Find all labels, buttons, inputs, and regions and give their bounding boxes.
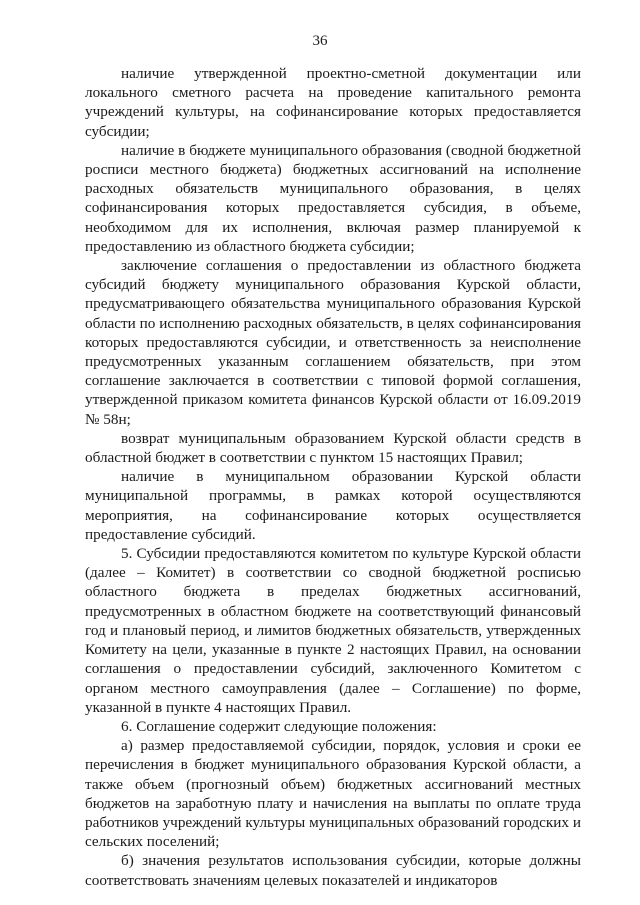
paragraph-item-6-agreement: 6. Соглашение содержит следующие положения:	[121, 717, 437, 735]
paragraph-municipal-program: наличие в муниципальном образовании Курской области муниципальной программы, в рамках которой осуществляются мероприятия, на софинансирование которых осуществляется предоставление субсидий.	[85, 468, 581, 543]
document-body	[85, 64, 581, 890]
paragraph-item-5-subsidies: 5. Субсидии предоставляются комитетом по культуре Курской области (далее – Комитет) в соответствии со сводной бюджетной росписью областного бюджета в пределах бюджетных ассигнований, предусмотренных в областном бюджете на соответствующий финансовый год и плановый период, и лимитов бюджетных обязательств, утвержденных Комитету на цели, указанные в пункте 2 настоящих Правил, на основании соглашения о предоставлении субсидий, заключенного Комитетом с органом местного самоуправления (далее – Соглашение) по форме, указанной в пункте 4 настоящих Правил.	[85, 545, 581, 716]
paragraph-item-6b: б) значения результатов использования субсидии, которые должны соответствовать значениям целевых показателей и индикаторов	[85, 852, 581, 889]
paragraph-refund-obligation: возврат муниципальным образованием Курской области средств в областной бюджет в соответствии с пунктом 15 настоящих Правил;	[85, 429, 581, 467]
paragraph-item-6a: а) размер предоставляемой субсидии, порядок, условия и сроки ее перечисления в бюджет муниципального образования Курской области, а также объем (прогнозный объем) бюджетных ассигнований местных бюджетов на заработную плату и начисления на выплаты по оплате труда работников учреждений культуры муниципальных образований городских и сельских поселений;	[85, 737, 581, 851]
paragraph-project-documentation: наличие утвержденной проектно-сметной документации или локального сметного расчета на проведение капитального ремонта учреждений культуры, на софинансирование которых предоставляется субсидии;	[85, 65, 581, 140]
paragraph-agreement-conclusion: заключение соглашения о предоставлении из областного бюджета субсидий бюджету муниципального образования Курской области, предусматривающего обязательства муниципального образования Курской области по исполнению расходных обязательств, в целях софинансирования которых предоставляются субсидии, и ответственность за неисполнение предусмотренных указанным соглашением обязательств, при этом соглашение заключается в соответствии с типовой формой соглашения, утвержденной приказом комитета финансов Курской области от 16.09.2019 № 58н;	[85, 257, 581, 428]
page-number: 36	[312, 33, 328, 49]
paragraph-budget-allocations: наличие в бюджете муниципального образования (сводной бюджетной росписи местного бюджета) бюджетных ассигнований на исполнение расходных обязательств муниципального образования, в целях софинансирования которых предоставляется субсидия, в объеме, необходимом для их исполнения, включая размер планируемой к предоставлению из областного бюджета субсидии;	[85, 141, 581, 255]
